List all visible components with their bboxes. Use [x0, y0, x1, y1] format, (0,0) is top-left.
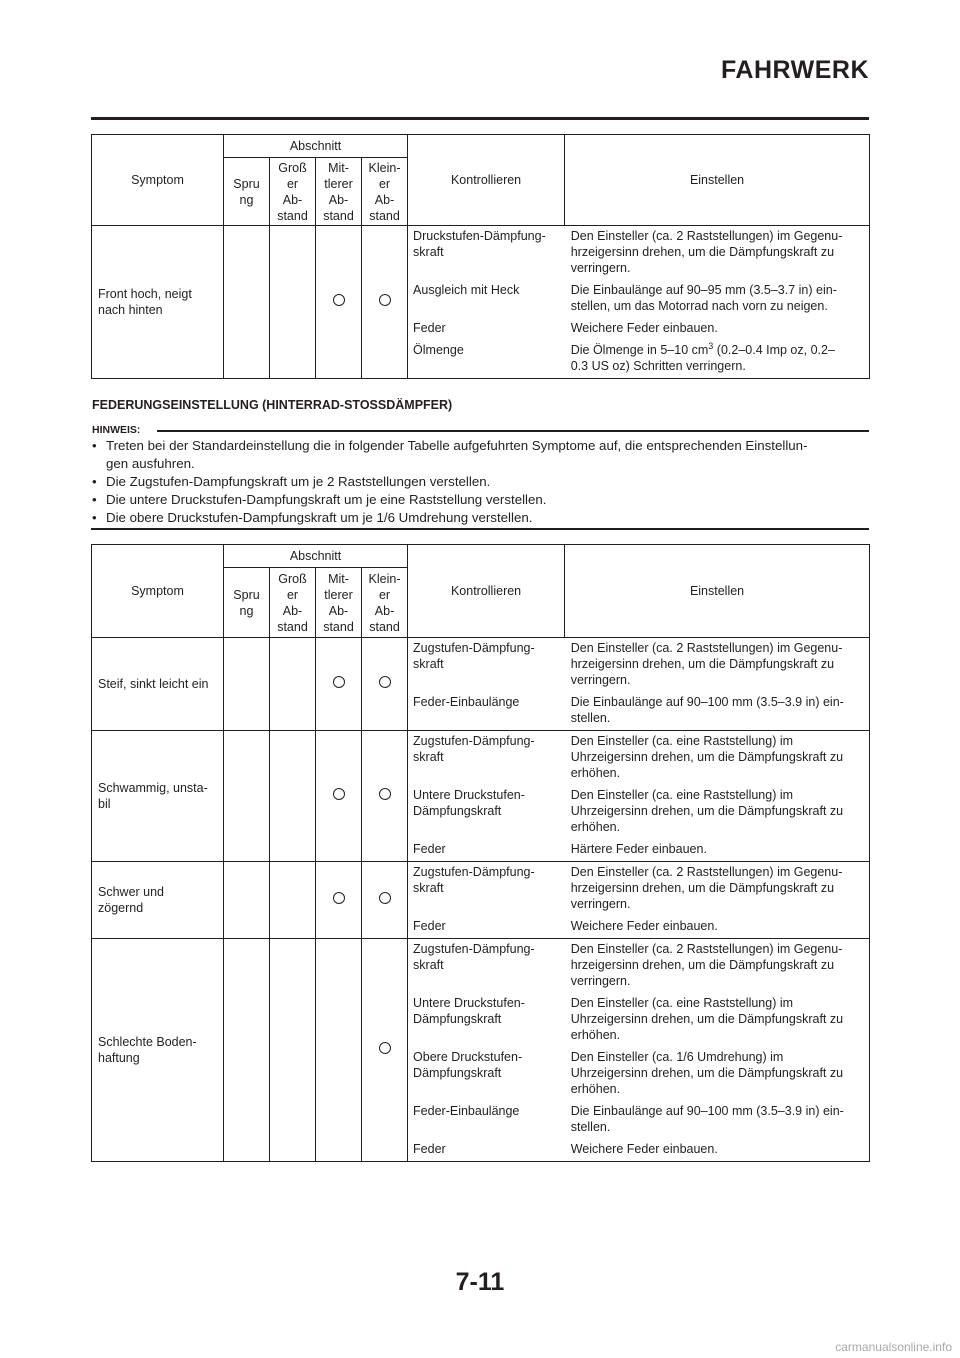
check-adjust-pair	[408, 226, 869, 280]
header-symptom: Symptom	[92, 545, 224, 638]
note-item	[92, 473, 868, 491]
header-col-large: Groß er Ab- stand	[270, 568, 316, 638]
section-mark-cell	[270, 939, 316, 1162]
header-col-large: Groß er Ab- stand	[270, 158, 316, 226]
section-mark-cell	[270, 862, 316, 939]
check-text: Feder	[413, 842, 446, 856]
note-item	[92, 509, 868, 527]
section-mark-cell	[362, 731, 408, 862]
check-adjust-pair	[408, 1101, 869, 1139]
section-mark-cell	[224, 862, 270, 939]
note-item	[92, 491, 868, 509]
header-col-medium: Mit- tlerer Ab- stand	[316, 568, 362, 638]
bullet: •	[92, 473, 97, 489]
title-rule	[91, 117, 869, 120]
section-mark-cell	[362, 862, 408, 939]
header-adjust: Einstellen	[565, 545, 870, 638]
note-text: Die untere Druckstufen-Dampfungskraft um je eine Raststellung verstellen.	[106, 491, 547, 507]
header-col-spring: Spru ng	[224, 158, 270, 226]
circle-mark-icon	[333, 294, 345, 306]
adjust-text: Weichere Feder einbauen.	[570, 321, 718, 335]
bullet: •	[92, 438, 97, 453]
circle-mark-icon	[333, 788, 345, 800]
check-adjust-cell	[408, 939, 870, 1162]
section-mark-cell	[362, 226, 408, 379]
adjust-text: Weichere Feder einbauen.	[570, 919, 718, 933]
section-mark-cell	[316, 226, 362, 379]
check-adjust-pair	[408, 1139, 869, 1161]
adjust-text: Den Einsteller (ca. 2 Raststellungen) im Gegenu- hrzeigersinn drehen, um die Dämpfungskraft zu verringern.	[570, 865, 843, 911]
circle-mark-icon	[379, 294, 391, 306]
section-mark-cell	[224, 638, 270, 731]
check-adjust-cell	[408, 731, 870, 862]
check-text: Zugstufen-Dämpfung- skraft	[413, 641, 535, 671]
adjust-text: Härtere Feder einbauen.	[570, 842, 707, 856]
check-text: Feder	[413, 1142, 446, 1156]
watermark: carmanualsonline.info	[835, 1340, 952, 1354]
section-mark-cell	[270, 226, 316, 379]
adjust-text: Den Einsteller (ca. 2 Raststellungen) im Gegenu- hrzeigersinn drehen, um die Dämpfungskraft zu verringern.	[570, 229, 843, 275]
check-text: Zugstufen-Dämpfung- skraft	[413, 865, 535, 895]
adjust-text	[565, 342, 869, 374]
header-col-medium: Mit- tlerer Ab- stand	[316, 158, 362, 226]
circle-mark-icon	[333, 676, 345, 688]
check-text: Ölmenge	[413, 343, 464, 357]
table-row	[92, 226, 870, 379]
header-col-small: Klein- er Ab- stand	[362, 158, 408, 226]
check-adjust-pair	[408, 280, 869, 318]
check-adjust-pair	[408, 638, 869, 692]
check-text: Feder-Einbaulänge	[413, 1104, 520, 1118]
circle-mark-icon	[379, 892, 391, 904]
rear-suspension-table	[91, 544, 870, 1162]
header-abschnitt: Abschnitt	[224, 545, 408, 568]
note-rule-bottom	[91, 528, 869, 530]
check-text: Zugstufen-Dämpfung- skraft	[413, 942, 535, 972]
check-text: Ausgleich mit Heck	[413, 283, 520, 297]
check-adjust-pair	[408, 916, 869, 938]
circle-mark-icon	[379, 788, 391, 800]
header-abschnitt: Abschnitt	[224, 135, 408, 158]
section-mark-cell	[316, 638, 362, 731]
symptom-cell: Front hoch, neigt nach hinten	[92, 226, 224, 379]
check-adjust-cell	[408, 638, 870, 731]
check-adjust-pair	[408, 939, 869, 993]
check-text: Feder-Einbaulänge	[413, 695, 520, 709]
section-heading: FEDERUNGSEINSTELLUNG (HINTERRAD-STOSSDÄMPFER)	[92, 398, 453, 412]
adjust-text: Den Einsteller (ca. eine Raststellung) im Uhrzeigersinn drehen, um die Dämpfungskraft zu erhöhen.	[570, 734, 844, 780]
section-mark-cell	[270, 638, 316, 731]
check-adjust-pair	[408, 785, 869, 839]
adjust-text: Den Einsteller (ca. 2 Raststellungen) im Gegenu- hrzeigersinn drehen, um die Dämpfungskraft zu verringern.	[570, 942, 843, 988]
header-adjust: Einstellen	[565, 135, 870, 226]
circle-mark-icon	[379, 676, 391, 688]
section-mark-cell	[362, 638, 408, 731]
adjust-text: Den Einsteller (ca. eine Raststellung) im Uhrzeigersinn drehen, um die Dämpfungskraft zu erhöhen.	[570, 788, 844, 834]
bullet: •	[92, 509, 97, 525]
symptom-cell: Schlechte Boden- haftung	[92, 939, 224, 1162]
bullet: •	[92, 491, 97, 507]
page-title: FAHRWERK	[721, 56, 869, 84]
symptom-cell: Schwer und zögernd	[92, 862, 224, 939]
check-adjust-cell	[408, 226, 870, 379]
adjust-text: Die Einbaulänge auf 90–100 mm (3.5–3.9 in) ein- stellen.	[570, 1104, 844, 1134]
check-adjust-pair	[408, 692, 869, 730]
section-mark-cell	[270, 731, 316, 862]
header-col-small: Klein- er Ab- stand	[362, 568, 408, 638]
header-symptom: Symptom	[92, 135, 224, 226]
check-adjust-pair	[408, 318, 869, 340]
adjust-text: Weichere Feder einbauen.	[570, 1142, 718, 1156]
check-text: Druckstufen-Dämpfung- skraft	[413, 229, 546, 259]
circle-mark-icon	[333, 892, 345, 904]
check-adjust-pair	[408, 839, 869, 861]
check-text: Zugstufen-Dämpfung- skraft	[413, 734, 535, 764]
check-adjust-pair	[408, 340, 869, 378]
table-row	[92, 939, 870, 1162]
note-text: Die Zugstufen-Dampfungskraft um je 2 Raststellungen verstellen.	[106, 473, 491, 489]
adjust-text: Den Einsteller (ca. 1/6 Umdrehung) im Uhrzeigersinn drehen, um die Dämpfungskraft zu erhöhen.	[570, 1050, 844, 1096]
page-number: 7-11	[455, 1268, 505, 1296]
adjust-text: Den Einsteller (ca. 2 Raststellungen) im Gegenu- hrzeigersinn drehen, um die Dämpfungskraft zu verringern.	[570, 641, 843, 687]
note-item	[92, 437, 868, 472]
circle-mark-icon	[379, 1042, 391, 1054]
check-adjust-pair	[408, 1047, 869, 1101]
superscript: 3	[708, 340, 714, 351]
check-adjust-pair	[408, 862, 869, 916]
section-mark-cell	[224, 226, 270, 379]
adjust-text-part: (0.2–0.4 Imp oz, 0.2– 0.3 US oz) Schritten verringern.	[570, 343, 835, 373]
note-list	[92, 437, 868, 527]
table-row	[92, 862, 870, 939]
adjust-text: Die Einbaulänge auf 90–95 mm (3.5–3.7 in) ein- stellen, um das Motorrad nach vorn zu neigen.	[570, 283, 837, 313]
check-text: Untere Druckstufen- Dämpfungskraft	[413, 996, 525, 1026]
section-mark-cell	[316, 939, 362, 1162]
section-mark-cell	[224, 731, 270, 862]
adjust-text-part: Die Ölmenge in 5–10 cm	[570, 343, 709, 357]
note-text: Die obere Druckstufen-Dampfungskraft um je 1/6 Umdrehung verstellen.	[106, 509, 533, 525]
symptom-cell: Steif, sinkt leicht ein	[92, 638, 224, 731]
header-check: Kontrollieren	[408, 545, 565, 638]
check-text: Feder	[413, 321, 446, 335]
section-mark-cell	[316, 862, 362, 939]
table-row	[92, 638, 870, 731]
section-mark-cell	[224, 939, 270, 1162]
check-adjust-pair	[408, 993, 869, 1047]
check-adjust-cell	[408, 862, 870, 939]
note-rule-top	[157, 430, 869, 432]
front-suspension-table	[91, 134, 870, 379]
check-adjust-pair	[408, 731, 869, 785]
header-check: Kontrollieren	[408, 135, 565, 226]
header-col-spring: Spru ng	[224, 568, 270, 638]
adjust-text: Den Einsteller (ca. eine Raststellung) im Uhrzeigersinn drehen, um die Dämpfungskraft zu erhöhen.	[570, 996, 844, 1042]
note-text: Treten bei der Standardeinstellung die in folgender Tabelle aufgefuhrten Symptome auf, die entsprechenden Einstellun- gen ausfuhren.	[106, 438, 808, 471]
table-row	[92, 731, 870, 862]
check-text: Feder	[413, 919, 446, 933]
section-mark-cell	[362, 939, 408, 1162]
adjust-text: Die Einbaulänge auf 90–100 mm (3.5–3.9 in) ein- stellen.	[570, 695, 844, 725]
check-text: Obere Druckstufen- Dämpfungskraft	[413, 1050, 523, 1080]
section-mark-cell	[316, 731, 362, 862]
symptom-cell: Schwammig, unsta- bil	[92, 731, 224, 862]
check-text: Untere Druckstufen- Dämpfungskraft	[413, 788, 525, 818]
note-label: HINWEIS:	[92, 424, 141, 436]
